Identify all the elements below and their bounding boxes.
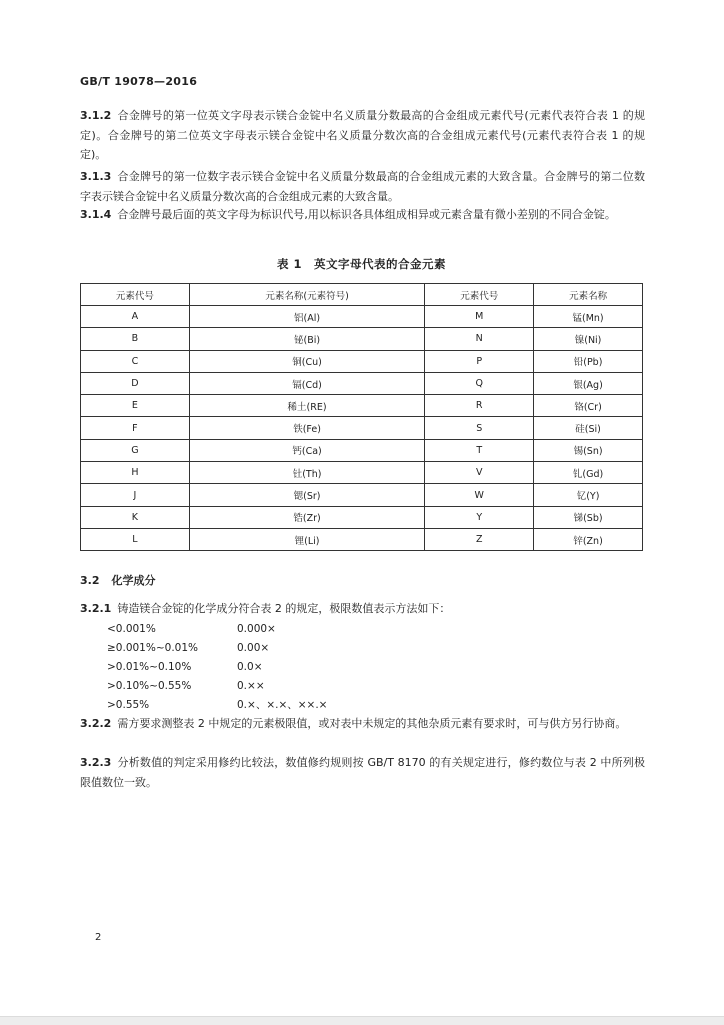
limit-range: >0.01%~0.10% xyxy=(107,661,192,673)
table-cell: L xyxy=(81,528,190,550)
table-cell: 铝(Al) xyxy=(189,306,424,328)
table-row xyxy=(81,462,643,484)
section-number: 3.2 xyxy=(80,574,100,587)
table-row xyxy=(81,439,643,461)
table-row xyxy=(81,506,643,528)
table-row xyxy=(81,328,643,350)
table-cell: 锡(Sn) xyxy=(534,439,643,461)
table-cell: 铁(Fe) xyxy=(189,417,424,439)
table-cell: 镉(Cd) xyxy=(189,372,424,394)
table-cell: 银(Ag) xyxy=(534,372,643,394)
table-cell: 钍(Th) xyxy=(189,462,424,484)
clause-3-1-3 xyxy=(80,167,645,206)
table-cell: 铅(Pb) xyxy=(534,350,643,372)
table-cell: F xyxy=(81,417,190,439)
clause-number: 3.1.3 xyxy=(80,170,112,183)
table-cell: 锆(Zr) xyxy=(189,506,424,528)
table-cell: A xyxy=(81,306,190,328)
limit-value-list xyxy=(107,620,327,715)
table-cell: 锑(Sb) xyxy=(534,506,643,528)
table-cell: 锌(Zn) xyxy=(534,528,643,550)
table-cell: K xyxy=(81,506,190,528)
table-cell: C xyxy=(81,350,190,372)
table-cell: 铬(Cr) xyxy=(534,395,643,417)
clause-number: 3.1.4 xyxy=(80,208,112,221)
table-cell: 铜(Cu) xyxy=(189,350,424,372)
table-cell: M xyxy=(425,306,534,328)
table-cell: N xyxy=(425,328,534,350)
table-1-title: 表 1 英文字母代表的合金元素 xyxy=(276,257,446,271)
element-codes-table xyxy=(80,283,643,551)
clause-number: 3.2.2 xyxy=(80,717,112,730)
table-cell: V xyxy=(425,462,534,484)
column-header: 元素名称 xyxy=(534,284,643,306)
table-cell: 锶(Sr) xyxy=(189,484,424,506)
limit-row xyxy=(107,658,327,677)
table-cell: 钙(Ca) xyxy=(189,439,424,461)
limit-expression: 0.×× xyxy=(237,680,265,692)
table-cell: B xyxy=(81,328,190,350)
clause-text: 铸造镁合金锭的化学成分符合表 2 的规定，极限数值表示方法如下： xyxy=(117,602,451,615)
table-cell: W xyxy=(425,484,534,506)
table-cell: Q xyxy=(425,372,534,394)
table-cell: T xyxy=(425,439,534,461)
table-row xyxy=(81,372,643,394)
limit-expression: 0.0× xyxy=(237,661,263,673)
limit-expression: 0.00× xyxy=(237,642,270,654)
table-cell: 稀土(RE) xyxy=(189,395,424,417)
table-cell: 锂(Li) xyxy=(189,528,424,550)
table-cell: 镍(Ni) xyxy=(534,328,643,350)
limit-range: >0.55% xyxy=(107,699,150,711)
clause-3-2-3 xyxy=(80,753,645,792)
table-cell: Y xyxy=(425,506,534,528)
table-row xyxy=(81,484,643,506)
table-cell: J xyxy=(81,484,190,506)
table-row xyxy=(81,306,643,328)
clause-3-2-1 xyxy=(80,599,645,619)
table-cell: 钇(Y) xyxy=(534,484,643,506)
clause-3-1-2 xyxy=(80,106,645,165)
table-body xyxy=(81,306,643,551)
table-cell: R xyxy=(425,395,534,417)
table-cell: E xyxy=(81,395,190,417)
table-cell: S xyxy=(425,417,534,439)
table-header-row xyxy=(81,284,643,306)
section-3-2-heading xyxy=(80,572,156,588)
clause-3-1-4 xyxy=(80,205,645,225)
clause-number: 3.2.3 xyxy=(80,756,112,769)
table-cell: 铋(Bi) xyxy=(189,328,424,350)
table-cell: Z xyxy=(425,528,534,550)
limit-expression: 0.000× xyxy=(237,623,276,635)
clause-text: 合金牌号最后面的英文字母为标识代号,用以标识各具体组成相异或元素含量有微小差别的不同合金锭。 xyxy=(117,208,616,221)
column-header: 元素代号 xyxy=(425,284,534,306)
clause-number: 3.2.1 xyxy=(80,602,112,615)
table-cell: G xyxy=(81,439,190,461)
limit-row xyxy=(107,620,327,639)
table-row xyxy=(81,395,643,417)
table-row xyxy=(81,417,643,439)
limit-row xyxy=(107,639,327,658)
column-header: 元素名称(元素符号) xyxy=(189,284,424,306)
limit-row xyxy=(107,696,327,715)
column-header: 元素代号 xyxy=(81,284,190,306)
table-row xyxy=(81,350,643,372)
table-cell: 锰(Mn) xyxy=(534,306,643,328)
clause-3-2-2 xyxy=(80,714,645,734)
table-cell: P xyxy=(425,350,534,372)
limit-range: >0.10%~0.55% xyxy=(107,680,192,692)
clause-text: 合金牌号的第一位数字表示镁合金锭中名义质量分数最高的合金组成元素的大致含量。合金牌号的第二位数字表示镁合金锭中名义质量分数次高的合金组成元素的大致含量。 xyxy=(80,170,645,203)
limit-expression: 0.×、×.×、××.× xyxy=(237,699,328,711)
table-row xyxy=(81,528,643,550)
limit-range: ≥0.001%~0.01% xyxy=(107,642,198,654)
table-cell: H xyxy=(81,462,190,484)
section-title: 化学成分 xyxy=(111,574,156,587)
clause-text: 合金牌号的第一位英文字母表示镁合金锭中名义质量分数最高的合金组成元素代号(元素代表符合表 1 的规定)。合金牌号的第二位英文字母表示镁合金锭中名义质量分数次高的合金组成元素代号(元素代表符合表 1 的规定)。 xyxy=(80,109,645,161)
table-cell: 钆(Gd) xyxy=(534,462,643,484)
limit-row xyxy=(107,677,327,696)
clause-text: 分析数值的判定采用修约比较法，数值修约规则按 GB/T 8170 的有关规定进行，修约数位与表 2 中所列极限值数位一致。 xyxy=(80,756,645,789)
limit-range: <0.001% xyxy=(107,623,156,635)
table-cell: 硅(Si) xyxy=(534,417,643,439)
standard-header: GB/T 19078—2016 xyxy=(80,75,198,88)
clause-number: 3.1.2 xyxy=(80,109,112,122)
table-cell: D xyxy=(81,372,190,394)
clause-text: 需方要求测整表 2 中规定的元素极限值，或对表中未规定的其他杂质元素有要求时，可与供方另行协商。 xyxy=(117,717,627,730)
page-number: 2 xyxy=(95,932,102,943)
